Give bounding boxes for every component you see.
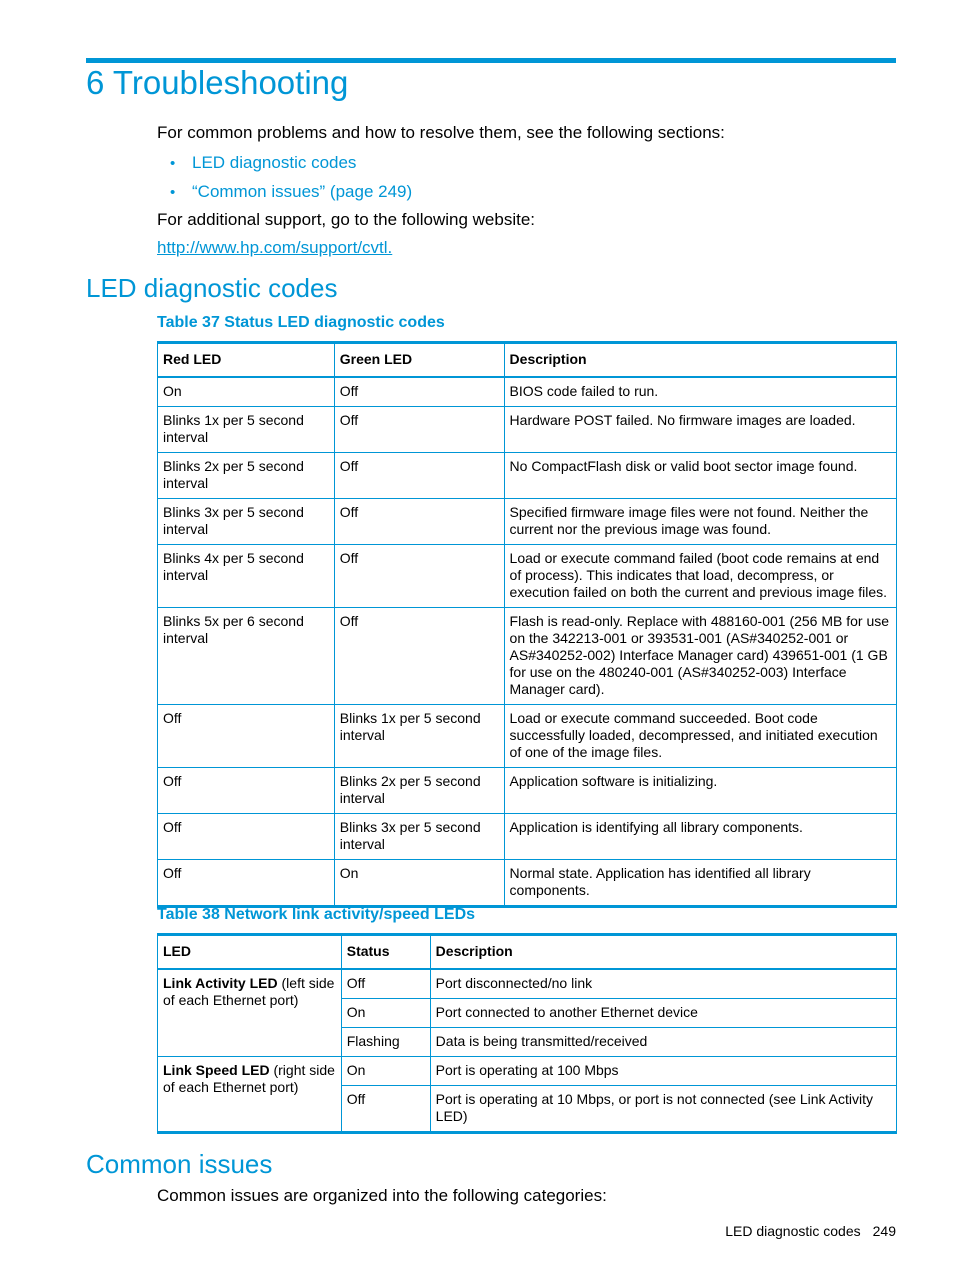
- table-cell: Blinks 5x per 6 second interval: [158, 608, 335, 705]
- bullet-icon: •: [170, 155, 176, 172]
- table-38: [157, 933, 897, 1134]
- table-cell: Blinks 2x per 5 second interval: [158, 453, 335, 499]
- led-location: (right side of each Ethernet port): [163, 1062, 335, 1095]
- led-location: (left side of each Ethernet port): [163, 975, 335, 1008]
- table-row: [158, 814, 897, 860]
- table-row: [158, 377, 897, 407]
- table-cell: Data is being transmitted/received: [430, 1028, 896, 1057]
- table-row: [158, 1057, 897, 1086]
- chapter-rule: [86, 58, 896, 63]
- table-cell: On: [341, 999, 430, 1028]
- page-number: 249: [872, 1223, 896, 1239]
- table-cell: Off: [158, 705, 335, 768]
- common-issues-text: Common issues are organized into the following categories:: [157, 1186, 607, 1205]
- table-cell: On: [341, 1057, 430, 1086]
- bullet-icon: •: [170, 184, 176, 201]
- table-row: [158, 407, 897, 453]
- table-cell: Blinks 3x per 5 second interval: [334, 814, 504, 860]
- table-cell: Off: [158, 814, 335, 860]
- table-cell: Blinks 2x per 5 second interval: [334, 768, 504, 814]
- header-cell: Status: [341, 935, 430, 970]
- led-name-cell: [158, 969, 342, 1057]
- table-cell: Hardware POST failed. No firmware images are loaded.: [504, 407, 896, 453]
- table-cell: Port connected to another Ethernet device: [430, 999, 896, 1028]
- table-row: [158, 768, 897, 814]
- table-cell: Application is identifying all library components.: [504, 814, 896, 860]
- footer-section: LED diagnostic codes: [725, 1223, 861, 1239]
- table-cell: Flashing: [341, 1028, 430, 1057]
- table-cell: Off: [334, 499, 504, 545]
- table-cell: Off: [158, 860, 335, 907]
- table-cell: Off: [334, 545, 504, 608]
- header-cell: Green LED: [334, 343, 504, 378]
- section-title-common: Common issues: [86, 1149, 273, 1179]
- table-cell: Off: [341, 1086, 430, 1133]
- table-cell: Blinks 4x per 5 second interval: [158, 545, 335, 608]
- table-cell: On: [334, 860, 504, 907]
- table-row: [158, 453, 897, 499]
- table-cell: No CompactFlash disk or valid boot sector image found.: [504, 453, 896, 499]
- table-38-caption: Table 38 Network link activity/speed LEDs: [157, 906, 476, 923]
- page-footer: [713, 1223, 896, 1239]
- header-cell: Red LED: [158, 343, 335, 378]
- table-cell: Port is operating at 10 Mbps, or port is not connected (see Link Activity LED): [430, 1086, 896, 1133]
- table-37-caption: Table 37 Status LED diagnostic codes: [157, 314, 445, 331]
- table-row: [158, 705, 897, 768]
- table-header-row: [158, 935, 897, 970]
- link-common-issues[interactable]: “Common issues” (page 249): [192, 182, 413, 201]
- section-title-led: LED diagnostic codes: [86, 273, 338, 303]
- table-row: [158, 969, 897, 999]
- table-row: [158, 545, 897, 608]
- table-cell: Off: [334, 377, 504, 407]
- table-cell: Off: [341, 969, 430, 999]
- table-row: [158, 608, 897, 705]
- header-cell: LED: [158, 935, 342, 970]
- table-cell: Application software is initializing.: [504, 768, 896, 814]
- table-cell: Port is operating at 100 Mbps: [430, 1057, 896, 1086]
- header-cell: Description: [504, 343, 896, 378]
- table-cell: Off: [158, 768, 335, 814]
- led-name-cell: [158, 1057, 342, 1133]
- header-cell: Description: [430, 935, 896, 970]
- link-led-diagnostic-codes[interactable]: LED diagnostic codes: [192, 153, 357, 172]
- table-cell: Off: [334, 453, 504, 499]
- table-row: [158, 860, 897, 907]
- support-text: For additional support, go to the following website:: [157, 210, 536, 229]
- table-header-row: [158, 343, 897, 378]
- table-cell: Blinks 3x per 5 second interval: [158, 499, 335, 545]
- table-cell: On: [158, 377, 335, 407]
- table-cell: Load or execute command failed (boot code remains at end of process). This indicates that load, decompress, or execution failed on both the current and previous image files.: [504, 545, 896, 608]
- table-cell: Blinks 1x per 5 second interval: [334, 705, 504, 768]
- table-cell: Off: [334, 608, 504, 705]
- table-cell: Off: [334, 407, 504, 453]
- table-cell: BIOS code failed to run.: [504, 377, 896, 407]
- table-cell: Normal state. Application has identified all library components.: [504, 860, 896, 907]
- table-cell: Flash is read-only. Replace with 488160-001 (256 MB for use on the 342213-001 or 393531-001 (AS#340252-001 or AS#340252-002) Interface Manager card) 439651-001 (1 GB for use on the 480240-001 (AS#340252-003) Interface Manager card).: [504, 608, 896, 705]
- table-cell: Port disconnected/no link: [430, 969, 896, 999]
- table-cell: Specified firmware image files were not found. Neither the current nor the previous image was found.: [504, 499, 896, 545]
- table-cell: Load or execute command succeeded. Boot code successfully loaded, decompressed, and initiated execution of one of the image files.: [504, 705, 896, 768]
- support-url-link[interactable]: http://www.hp.com/support/cvtl.: [157, 238, 393, 257]
- table-cell: Blinks 1x per 5 second interval: [158, 407, 335, 453]
- led-name-bold: Link Speed LED: [163, 1062, 270, 1078]
- led-name-bold: Link Activity LED: [163, 975, 278, 991]
- intro-text: For common problems and how to resolve them, see the following sections:: [157, 123, 725, 142]
- chapter-title: 6 Troubleshooting: [86, 64, 349, 101]
- table-row: [158, 499, 897, 545]
- table-37: [157, 341, 897, 908]
